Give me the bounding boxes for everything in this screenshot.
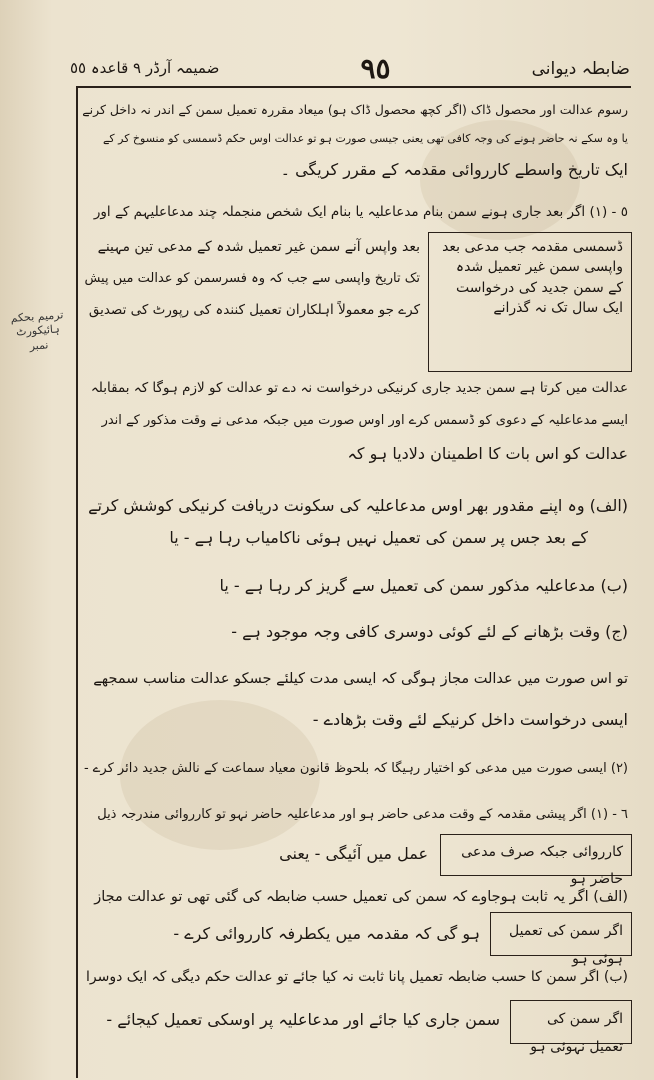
- text-line: بعد واپس آنے سمن غیر تعمیل شدہ کے مدعی تین مہینے: [97, 239, 420, 255]
- clause-be-2: (ب) اگر سمن کا حسب ضابطہ تعمیل پانا ثابت نہ کیا جائے تو عدالت حکم دیگی کہ ایک دوسرا: [86, 969, 628, 985]
- side-note-summons-served: اگر سمن کی تعمیل ہوئی ہو: [490, 912, 632, 956]
- clause-be: (ب) مدعاعلیہ مذکور سمن کی تعمیل سے گریز کر رہا ہے - یا: [219, 576, 628, 595]
- text-line: سمن جاری کیا جائے اور مدعاعلیہ پر اوسکی تعمیل کیجائے -: [106, 1010, 500, 1029]
- margin-handwriting: ترمیم بحکم ہائیکورٹ نمبر: [10, 308, 64, 353]
- text-line: رسوم عدالت اور محصول ڈاک (اگر کچھ محصول ڈاک ہو) میعاد مقررہ تعمیل سمن کے اندر نہ داخل کرنے: [82, 102, 628, 117]
- text-line: ٦ - (١) اگر پیشی مقدمہ کے وقت مدعی حاضر ہو اور مدعاعلیہ حاضر نہو تو کارروائی مندرجہ ذیل: [97, 807, 628, 822]
- book-title: ضابطہ دیوانی: [531, 58, 630, 79]
- side-note-plaintiff-only: کارروائی جبکہ صرف مدعی حاضر ہو: [440, 834, 632, 876]
- page-header: [70, 48, 630, 88]
- side-note-dismissal: ڈسمسی مقدمہ جب مدعی بعد واپسی سمن غیر تعمیل شدہ کے سمن جدید کی درخواست ایک سال تک نہ گذرانے: [428, 232, 632, 372]
- text-line: کے بعد جس پر سمن کی تعمیل نہیں ہوئی ناکامیاب رہا ہے - یا: [169, 528, 588, 547]
- clause-alif: (الف) وہ اپنے مقدور بھر اوس مدعاعلیہ کی سکونت دریافت کرنیکی کوشش کرتے: [88, 496, 628, 515]
- text-line: ایک تاریخ واسطے کارروائی مقدمہ کے مقرر کریگی ۔: [280, 160, 628, 179]
- rule-reference: ضمیمہ آرڈر ٩ قاعدہ ٥٥: [70, 59, 220, 77]
- text-line: کرے جو معمولاً اہلکاران تعمیل کنندہ کی رپورٹ کی تصدیق: [88, 302, 420, 318]
- text-line: ٥ - (١) اگر بعد جاری ہونے سمن بنام مدعاعلیہ یا بنام ایک شخص منجملہ چند مدعاعلیہم کے اور: [93, 204, 628, 220]
- text-line: ایسے مدعاعلیہ کے دعوی کو ڈسمس کرے اور اوس صورت میں جبکہ مدعی نے وقت مذکور کے اندر: [101, 413, 628, 428]
- text-line: عمل میں آئیگی - یعنی: [279, 844, 428, 863]
- text-line: یا وہ سکے نہ حاضر ہونے کی وجہ کافی تھی یعنی جیسی صورت ہو تو عدالت اوس حکم ڈسمسی کو منسوخ کر کے: [102, 132, 628, 145]
- text-line: تو اس صورت میں عدالت مجاز ہوگی کہ ایسی مدت کیلئے جسکو عدالت مناسب سمجھے: [93, 671, 628, 687]
- text-line: عدالت کو اس بات کا اطمینان دلادیا ہو کہ: [347, 444, 628, 463]
- clause-alif-2: (الف) اگر یہ ثابت ہوجاوے کہ سمن کی تعمیل حسب ضابطہ کی گئی تھی تو عدالت مجاز: [94, 889, 628, 905]
- text-line: عدالت میں کرتا ہے سمن جدید جاری کرنیکی درخواست نہ دے تو عدالت کو لازم ہوگا کہ بمقابلہ: [90, 380, 628, 396]
- text-line: تک تاریخ واپسی سے جب کہ وہ فسرسمن کو عدالت میں پیش: [84, 271, 420, 286]
- clause-jeem: (ج) وقت بڑھانے کے لئے کوئی دوسری کافی وجہ موجود ہے -: [231, 622, 628, 641]
- side-note-summons-not-served: اگر سمن کی تعمیل نہوئی ہو: [510, 1000, 632, 1044]
- text-line: (٢) ایسی صورت میں مدعی کو اختیار رہیگا کہ بلحوظ قانون معیاد سماعت کے نالش جدید دائر کرے -: [83, 761, 628, 776]
- text-line: ایسی درخواست داخل کرنیکے لئے وقت بڑھادے -: [312, 710, 628, 729]
- page-number: ٩٥: [360, 51, 391, 85]
- text-line: ہو گی کہ مقدمہ میں یکطرفہ کارروائی کرے -: [173, 924, 480, 943]
